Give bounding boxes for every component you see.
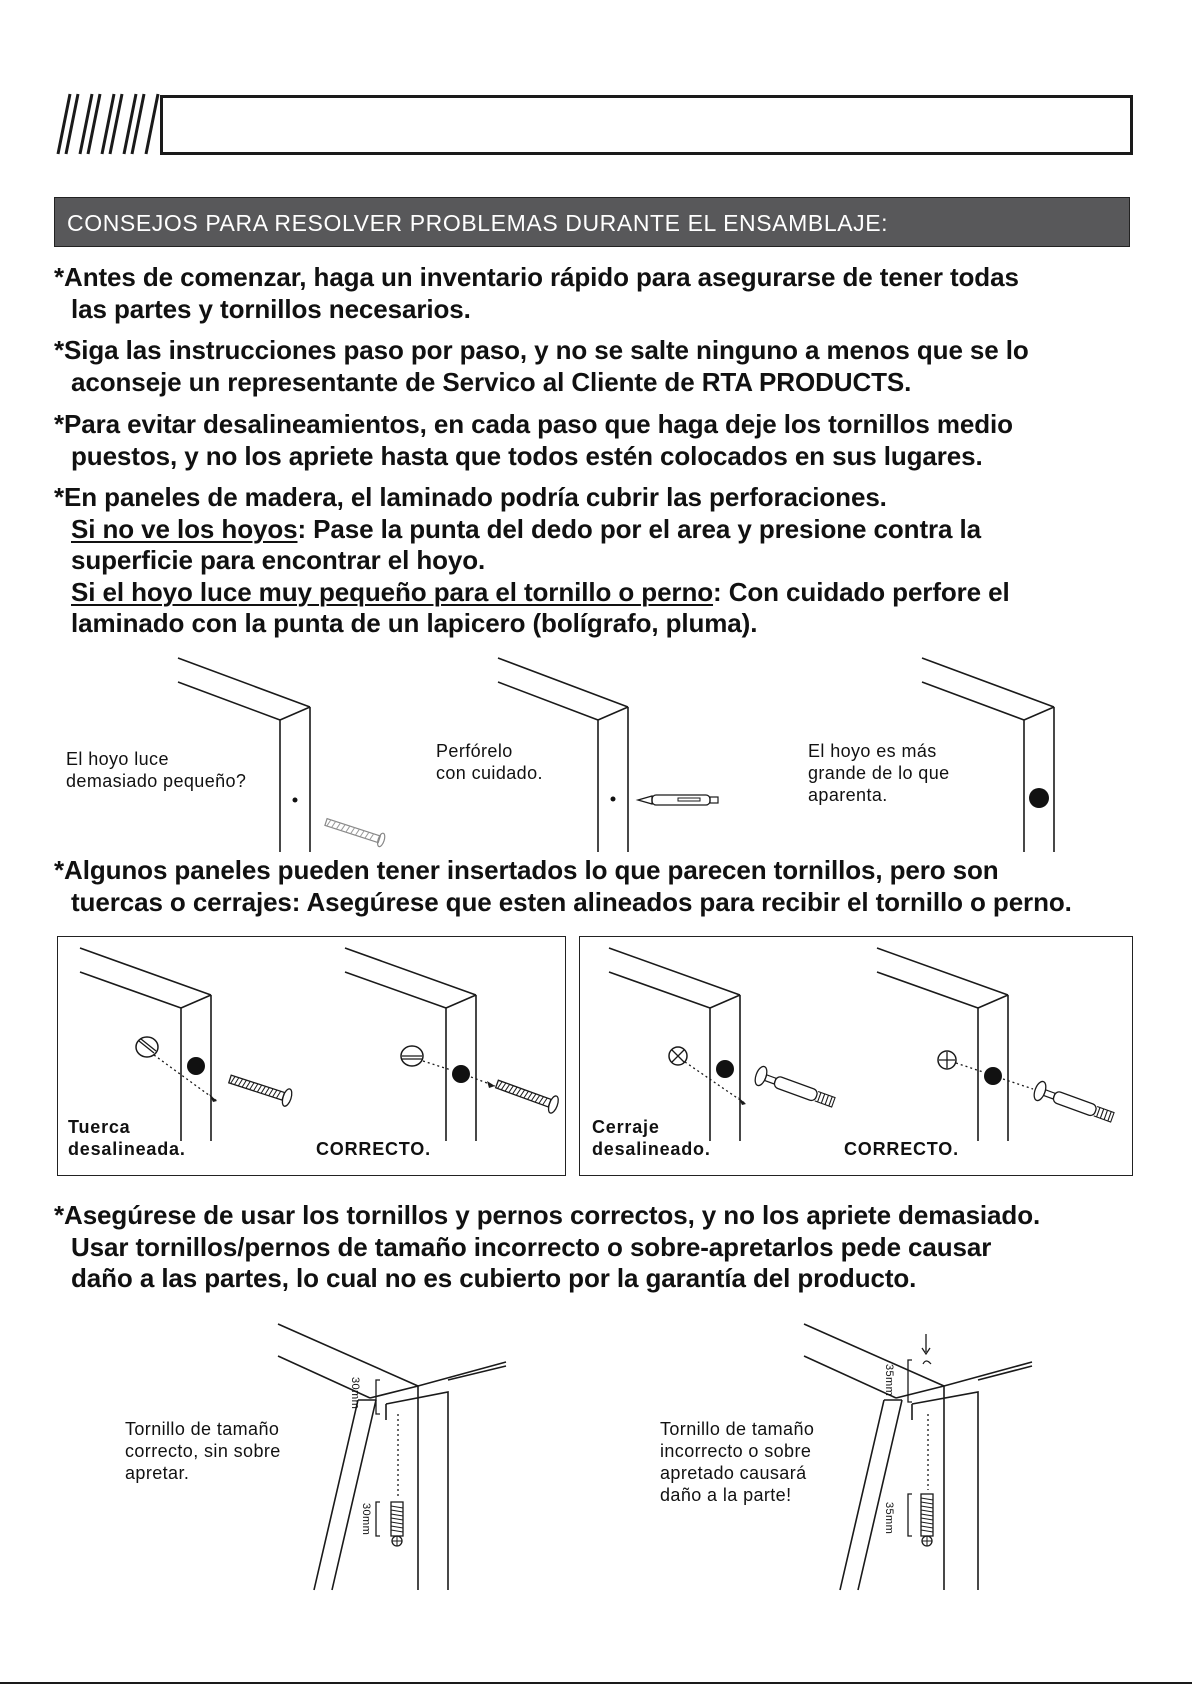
- tip-line: *En paneles de madera, el laminado podría cubrir las perforaciones.: [54, 482, 887, 512]
- tip-line: *Siga las instrucciones paso por paso, y no se salte ninguno a menos que se lo: [54, 335, 1029, 365]
- screw-caption-correct: Tornillo de tamaño correcto, sin sobre apretar.: [125, 1419, 281, 1483]
- tip-line: laminado con la punta de un lapicero (bolígrafo, pluma).: [71, 608, 758, 638]
- tip-inserts: [54, 855, 1072, 918]
- tip-alignment: [54, 409, 1013, 472]
- nut-caption-correct: CORRECTO.: [316, 1139, 431, 1159]
- hole-caption-small: El hoyo luce demasiado pequeño?: [66, 749, 247, 791]
- tip-line: *Antes de comenzar, haga un inventario rápido para asegurarse de tener todas: [54, 262, 1019, 292]
- screw-icon: [921, 1494, 933, 1546]
- tip-correct-screws: [54, 1200, 1040, 1295]
- header-stripes-graphic: [56, 92, 176, 160]
- tip-line: *Asegúrese de usar los tornillos y pernos correctos, y no los apriete demasiado.: [54, 1200, 1041, 1230]
- bottom-rule: [0, 1682, 1192, 1684]
- tip-line: *Algunos paneles pueden tener insertados lo que parecen tornillos, pero son: [54, 855, 999, 885]
- tip-line: las partes y tornillos necesarios.: [71, 293, 471, 324]
- dimension-label: 35mm: [883, 1364, 895, 1397]
- tip-line: Usar tornillos/pernos de tamaño incorrecto o sobre-apretarlos pede causar: [71, 1231, 992, 1262]
- cam-caption-correct: CORRECTO.: [844, 1139, 959, 1159]
- hole-caption-drill: Perfórelo con cuidado.: [436, 741, 543, 783]
- tip-line: puestos, y no los apriete hasta que todos estén colocados en sus lugares.: [71, 440, 983, 471]
- nut-caption-misaligned: Tuerca desalineada.: [68, 1117, 186, 1159]
- dimension-bracket-icon: [908, 1494, 912, 1536]
- nut-icon: [401, 1046, 423, 1066]
- tip-underline: Si no ve los hoyos: [71, 513, 298, 544]
- dimension-bracket-icon: [908, 1360, 912, 1402]
- cam-lock-icon: [669, 1047, 687, 1065]
- screw-icon: [324, 815, 386, 847]
- screw-icon: [391, 1502, 403, 1546]
- tip-line: Si no ve los hoyos: Pase la punta del dedo por el area y presione contra la: [71, 513, 982, 544]
- dimension-bracket-icon: [376, 1380, 380, 1414]
- dimension-label: 35mm: [883, 1502, 895, 1535]
- tip-line: tuercas o cerrajes: Asegúrese que esten alineados para recibir el tornillo o perno.: [71, 886, 1072, 917]
- tip-line: *Para evitar desalineamientos, en cada paso que haga deje los tornillos medio: [54, 409, 1013, 439]
- section-title: CONSEJOS PARA RESOLVER PROBLEMAS DURANTE EL ENSAMBLAJE:: [67, 210, 889, 236]
- tip-line: daño a las partes, lo cual no es cubierto por la garantía del producto.: [71, 1263, 917, 1293]
- cam-caption-misaligned: Cerraje desalineado.: [592, 1117, 711, 1159]
- dimension-label: 30mm: [349, 1377, 361, 1410]
- tip-underline: Si el hoyo luce muy pequeño para el tornillo o perno: [71, 576, 714, 607]
- dimension-label: 30mm: [360, 1503, 372, 1536]
- tip-line: superficie para encontrar el hoyo.: [71, 545, 486, 575]
- hole-caption-large: El hoyo es más grande de lo que aparenta.: [808, 741, 950, 805]
- tip-step-by-step: [54, 335, 1029, 398]
- header-title-box: [160, 95, 1133, 155]
- nut-icon: [136, 1037, 158, 1057]
- cam-bolt-icon: [753, 1065, 837, 1112]
- cam-bolt-icon: [1032, 1080, 1116, 1127]
- tip-inventory: [54, 262, 1019, 325]
- screw-correct-illustration: [270, 1320, 510, 1592]
- screw-incorrect-illustration: [800, 1320, 1040, 1592]
- pen-icon: [638, 795, 718, 805]
- cam-lock-icon: [938, 1051, 956, 1069]
- down-arrow-icon: [922, 1334, 931, 1364]
- tip-line: aconseje un representante de Servico al Cliente de RTA PRODUCTS.: [71, 366, 912, 397]
- tip-laminate: [54, 482, 1010, 640]
- screw-caption-incorrect: Tornillo de tamaño incorrecto o sobre apretado causará daño a la parte!: [660, 1419, 815, 1505]
- bolt-icon: [227, 1070, 293, 1107]
- section-header: [54, 197, 1130, 247]
- tip-line: Si el hoyo luce muy pequeño para el tornillo o perno: Con cuidado perfore el: [71, 576, 1010, 607]
- bolt-icon: [494, 1076, 560, 1115]
